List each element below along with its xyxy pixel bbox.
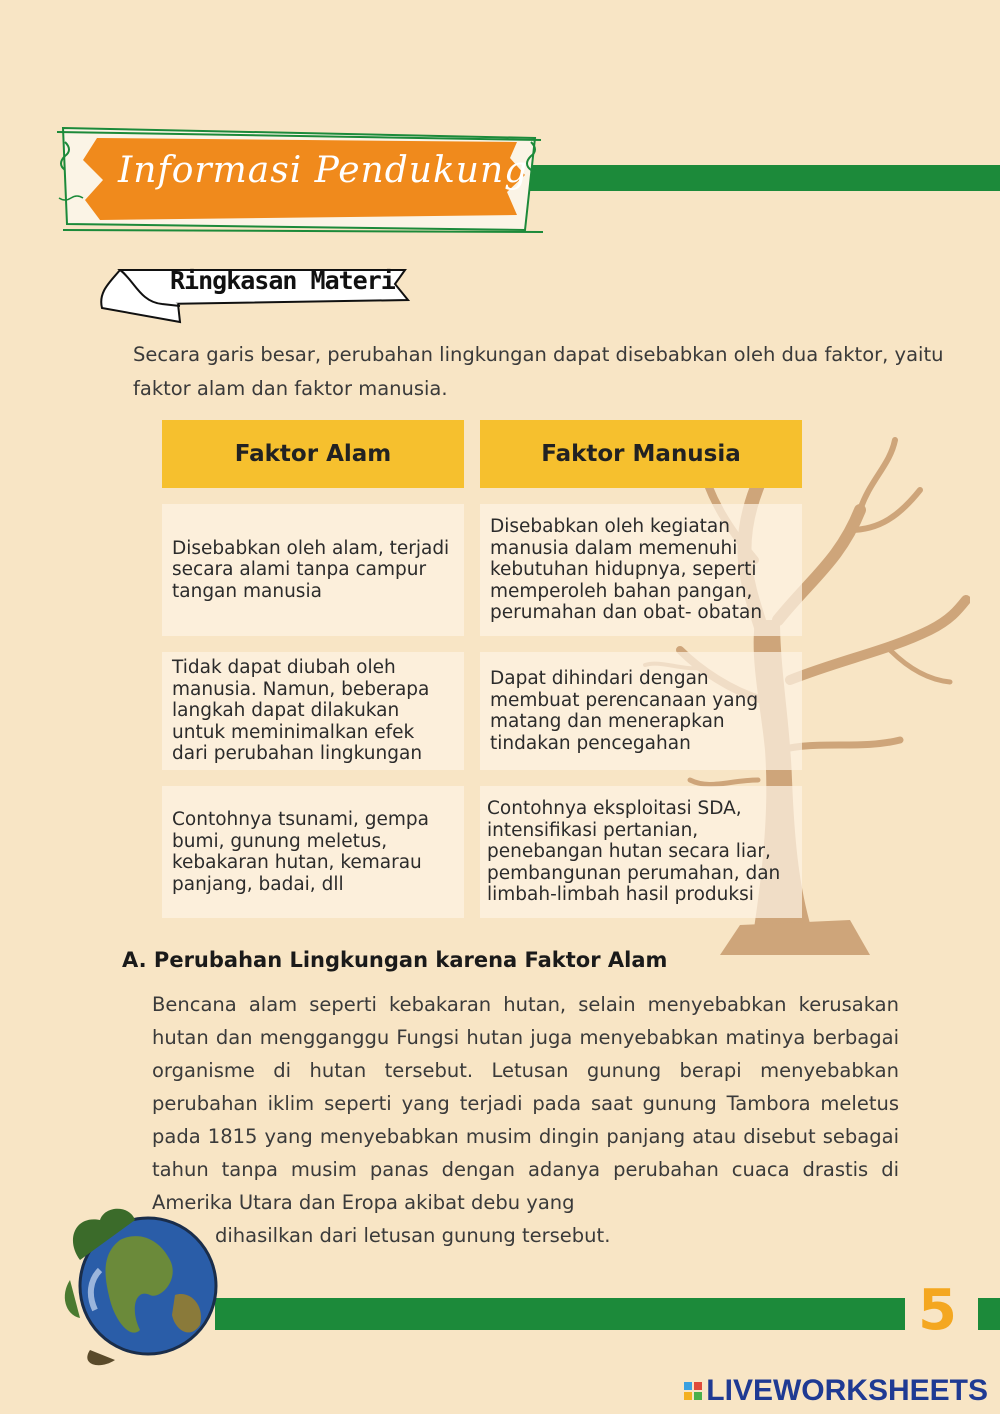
table-cell: Disebabkan oleh alam, terjadi secara alami tanpa campur tangan manusia: [162, 504, 464, 636]
section-paragraph-last-line: dihasilkan dari letusan gunung tersebut.: [215, 1224, 611, 1247]
table-cell: Tidak dapat diubah oleh manusia. Namun, beberapa langkah dapat dilakukan untuk meminimalkan efek dari perubahan lingkungan: [162, 652, 464, 770]
intro-text: Secara garis besar, perubahan lingkungan dapat disebabkan oleh dua faktor, yaitu faktor alam dan faktor manusia.: [133, 343, 944, 400]
liveworksheets-logo[interactable]: [684, 1374, 988, 1408]
header-green-bar: [530, 165, 1000, 191]
section-paragraph: Bencana alam seperti kebakaran hutan, selain menyebabkan kerusakan hutan dan mengganggu Fungsi hutan juga menyebabkan matinya berbagai organisme di hutan tersebut. Letusan gunung berapi menyebabkan perubahan iklim seperti yang terjadi pada saat gunung Tambora meletus pada 1815 yang menyebabkan musim dingin panjang atau disebut sebagai tahun tanpa musim panas dengan adanya perubahan cuaca drastis di Amerika Utara dan Eropa akibat debu yang: [152, 993, 899, 1214]
table-cell: Contohnya tsunami, gempa bumi, gunung meletus, kebakaran hutan, kemarau panjang, badai, dll: [162, 786, 464, 918]
footer-green-bar: [215, 1298, 905, 1330]
table-cell: Contohnya eksploitasi SDA, intensifikasi pertanian, penebangan hutan secara liar, pembangunan perumahan, dan limbah-limbah hasil produksi: [480, 786, 802, 918]
table-cell: Dapat dihindari dengan membuat perencanaan yang matang dan menerapkan tindakan pencegahan: [480, 652, 802, 770]
footer-green-bar-end: [978, 1298, 1000, 1330]
page-number: 5: [918, 1278, 957, 1343]
table-header-faktor-manusia: Faktor Manusia: [480, 420, 802, 488]
table-cell: Disebabkan oleh kegiatan manusia dalam memenuhi kebutuhan hidupnya, seperti memperoleh bahan pangan, perumahan dan obat- obatan: [480, 504, 802, 636]
section-heading: A. Perubahan Lingkungan karena Faktor Alam: [122, 948, 668, 972]
globe-icon: [60, 1200, 230, 1370]
banner-title: Informasi Pendukung: [118, 150, 529, 191]
table-header-faktor-alam: Faktor Alam: [162, 420, 464, 488]
ribbon-label: Ringkasan Materi: [170, 266, 395, 295]
liveworksheets-logo-icon: [684, 1382, 702, 1400]
liveworksheets-brand: LIVEWORKSHEETS: [706, 1374, 988, 1407]
